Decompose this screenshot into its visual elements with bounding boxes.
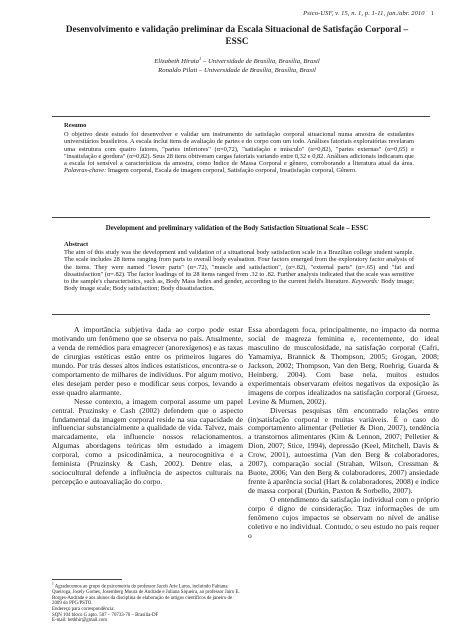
abstract-heading: Abstract — [64, 241, 89, 248]
resumo-text: O objetivo deste estudo foi desenvolver e validar um instrumento de satisfação corporal situacional numa amostra de estudantes universitários brasileiros. A escala inclui itens de avaliação de partes e do corpo com um todo. Análises fatoriais exploratórias revelaram uma estrutura com quatro fatores, "partes inferiores" (α=0,72), "satisfação e músculo" (α=0,82), "partes externas" (α=0,65) e "insatisfação e gordura" (α=0,82). Seus 28 itens obtiveram cargas fatoriais variando entre 0,32 e 0,82. Análises adicionais indicaram que a escala foi sensível a características da amostra, como Índice de Massa Corporal e gênero, corroborando a literatura atual da área. — [64, 131, 414, 168]
resumo-body — [64, 131, 414, 175]
author-1-name: Elizabeth Hirata — [154, 58, 199, 66]
footnote — [52, 582, 243, 624]
article-title: Desenvolvimento e validação preliminar da Escala Situacional de Satisfação Corporal – ESSC — [65, 24, 409, 46]
body-paragraph: Essa abordagem foca, principalmente, no impacto da norma social de magreza feminina e, recentemente, do ideal masculino de musculosidade, na satisfação corporal (Cafri, Yamamiya, Brannick & Thompson, 2005; Grogan, 2008; Jackson, 2002; Thompson, Van den Berg, Roehrig, Guarda & Heinberg, 2004). Com base nela, muitos estudos experimentais observaram efeitos negativos da exposição às imagens de corpos idealizados na satisfação corporal (Groesz, Levine & Murnen, 2002). — [248, 325, 439, 406]
footnote-acknowledgement — [52, 582, 243, 607]
body-column-left — [52, 326, 243, 487]
author-line-2: Ronaldo Pilati – Universidade de Brasília, Brasília, Brasil — [158, 67, 316, 75]
footnote-mark: 1 — [52, 582, 54, 586]
journal-citation: Psico-USF, v. 15, n. 1, p. 1-11, jan./abr. 2010 — [303, 10, 425, 17]
author-line-1 — [60, 54, 414, 66]
author-1-footnote-mark: 1 — [199, 56, 202, 61]
footnote-contact-label: Endereço para correspondência: — [52, 607, 115, 612]
bottom-divider — [52, 314, 430, 315]
top-divider — [52, 116, 430, 117]
english-title: Development and preliminary validation of the Body Satisfaction Situational Scale – ESSC — [105, 225, 369, 232]
author-block — [60, 54, 414, 75]
abstract-body — [64, 249, 414, 293]
footnote-address: SQN 104 bloco G apto. 507 – 70733-70 – Brasília-DF — [52, 612, 159, 618]
abstract-keywords-label: Keywords: — [351, 278, 380, 286]
body-column-right — [248, 326, 439, 541]
abstract-keywords: Body image; Body image scale; Body satisfaction; Body dissatisfaction. — [64, 278, 414, 293]
author-1-affiliation: – Universidade de Brasília, Brasília, Brasil — [201, 58, 320, 66]
resumo-keywords-label: Palavras-chave: — [64, 167, 107, 175]
middle-divider — [52, 217, 430, 218]
footnote-email: E-mail: bethhir@gmail.com — [52, 618, 108, 624]
footnote-divider — [52, 579, 122, 580]
abstract-text: The aim of this study was the development and validation of a situational body satisfaction scale in a Brazilian college student sample. The scale includes 28 items ranging from parts to overall body evaluation. Four factors emerged from the exploratory factor analysis of the items. They were named "lower parts" (α=.72), "muscle and satisfaction", (α=.82), "external parts" (α=.65) and "fat and dissatisfaction" (α=.82). The factor loadings of its 28 items ranged from .32 to .82. Further analysis indicated that the scale was sensitive to the sample's characteristics, such as, Body Mass Index and gender, according to the current field's literature. — [64, 249, 414, 286]
body-paragraph: O entendimento da satisfação individual com o próprio corpo é digno de consideração. Traz informações de um fenômeno cujos impactos se observam no nível de análise coletivo e no individual. Contudo, o seu estudo no país requer o — [248, 495, 439, 540]
page-number: 1 — [430, 10, 434, 17]
resumo-heading: Resumo — [64, 122, 87, 129]
footnote-text: Agradecemos ao grupo de psicometria do professor Jacob Arie Laros, incluindo Fabiana Queiroga, Josely Gomes, Josemberg Moura de Andrade e Juliana Siqueira, ao professor Jairo E. Borges-Andrade e aos alunos da disciplina de elaboração de artigos científicos de janeiro de 2009 do PPG/PSTO. — [52, 584, 240, 607]
resumo-keywords: Imagem corporal, Escala de imagem corporal, Satisfação corporal, Insatisfação corporal, Gênero. — [106, 167, 357, 175]
body-paragraph: A importância subjetiva dada ao corpo pode estar motivando um fenômeno que se observa no país. Atualmente, a venda de remédios para emagrecer (anorexígenos) e as taxas de cirurgias estéticas estão entre os primeiros lugares do mundo. Por trás desses altos índices estatísticos, encontra-se o comportamento de milhares de indivíduos. Por algum motivo, eles desejam perder peso e modificar seus corpos, levando a esse quadro alarmante. — [52, 325, 243, 397]
body-paragraph: Nesse contexto, a imagem corporal assume um papel central. Pruzinsky e Cash (2002) defendem que o aspecto fundamental da imagem corporal reside na sua capacidade de influenciar substancialmente a qualidade de vida. Talvez, mais marcadamente, ela influencie nossos relacionamentos. Algumas abordagens teóricas têm estudado a imagem corporal, como a psicodinâmica, a neurocognitiva e a feminista (Pruzinsky & Cash, 2002). Dentre elas, a sociocultural defende a influência de aspectos culturais na percepção e autoavaliação do corpo. — [52, 396, 243, 487]
running-head — [303, 10, 434, 17]
body-paragraph: Diversas pesquisas têm encontrado relações entre (in)satisfação corporal e muitas variáveis. É o caso do comportamento alimentar (Pelletier & Dion, 2007), tendência a transtornos alimentares (Kim & Lennon, 2007; Pelletier & Dion, 2007; Stice, 1994), depressão (Keel, Mitchell, Davis & Crow, 2001), autoestima (Van den Berg & colaboradores, 2007), comparação social (Strahan, Wilson, Cressman & Buote, 2006; Van den Berg & colaboradores, 2007) ansiedade frente à aparência social (Hart & colaboradores, 2008) e índice de massa corporal (Durkin, Paxton & Sorbello, 2007). — [248, 405, 440, 496]
